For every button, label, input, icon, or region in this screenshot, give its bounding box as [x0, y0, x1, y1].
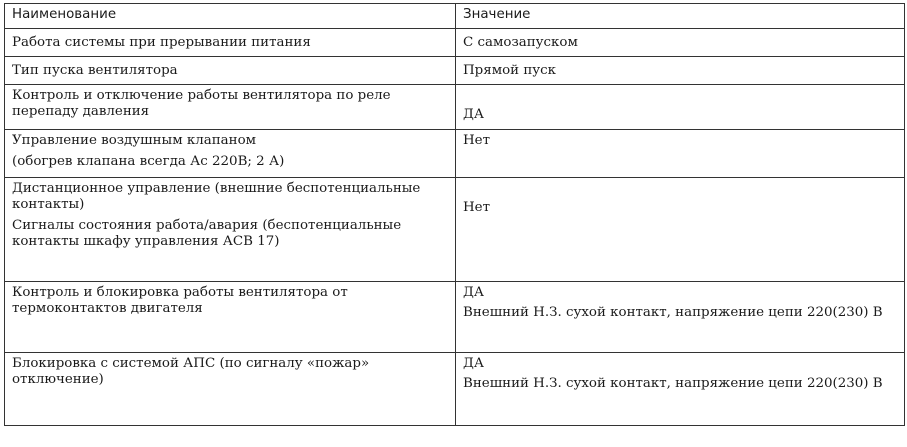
row-name-text: Управление воздушным клапаном [12, 133, 257, 148]
row-name-cell [5, 282, 456, 353]
row-name-text: Тип пуска вентилятора [12, 63, 178, 78]
row-value-cell [456, 85, 905, 130]
row-name-text: (обогрев клапана всегда Ас 220В; 2 А) [12, 154, 285, 169]
row-value-text: Внешний Н.З. сухой контакт, напряжение цепи 220(230) В [463, 376, 883, 391]
row-value-text: Нет [463, 133, 491, 148]
row-name-cell [5, 85, 456, 130]
row-name-text: Сигналы состояния работа/авария (беспотенциальные контакты шкафу управления АСВ 17) [12, 218, 402, 249]
table-row [5, 353, 905, 426]
row-name-cell [5, 353, 456, 426]
row-name-cell [5, 29, 456, 57]
table-row [5, 130, 905, 178]
row-value-text: ДА [463, 285, 485, 300]
row-value-cell [456, 29, 905, 57]
table-row [5, 282, 905, 353]
row-value-cell [456, 282, 905, 353]
row-value-text: Прямой пуск [463, 63, 557, 78]
row-name-text: Контроль и блокировка работы вентилятора от термоконтактов двигателя [12, 285, 348, 316]
table-row [5, 29, 905, 57]
row-name-text: Дистанционное управление (внешние беспотенциальные контакты) [12, 181, 421, 212]
row-name-text: Блокировка с системой АПС (по сигналу «пожар» отключение) [12, 356, 370, 387]
spec-table [4, 3, 905, 426]
row-value-text: ДА [463, 107, 485, 122]
table-header-row [5, 4, 905, 29]
table-row [5, 85, 905, 130]
table-row [5, 178, 905, 282]
row-value-text: Нет [463, 200, 491, 215]
row-value-text: Внешний Н.З. сухой контакт, напряжение цепи 220(230) В [463, 305, 883, 320]
header-name-cell: Наименование [5, 4, 456, 29]
header-value-cell: Значение [456, 4, 905, 29]
row-value-cell [456, 178, 905, 282]
row-name-cell [5, 178, 456, 282]
row-name-text: Работа системы при прерывании питания [12, 35, 311, 50]
row-value-text: С самозапуском [463, 35, 578, 50]
row-value-cell [456, 353, 905, 426]
row-value-text: ДА [463, 356, 485, 371]
table-row [5, 57, 905, 85]
row-value-cell [456, 57, 905, 85]
row-name-text: Контроль и отключение работы вентилятора по реле перепаду давления [12, 88, 391, 119]
row-value-cell [456, 130, 905, 178]
row-name-cell [5, 57, 456, 85]
row-name-cell [5, 130, 456, 178]
